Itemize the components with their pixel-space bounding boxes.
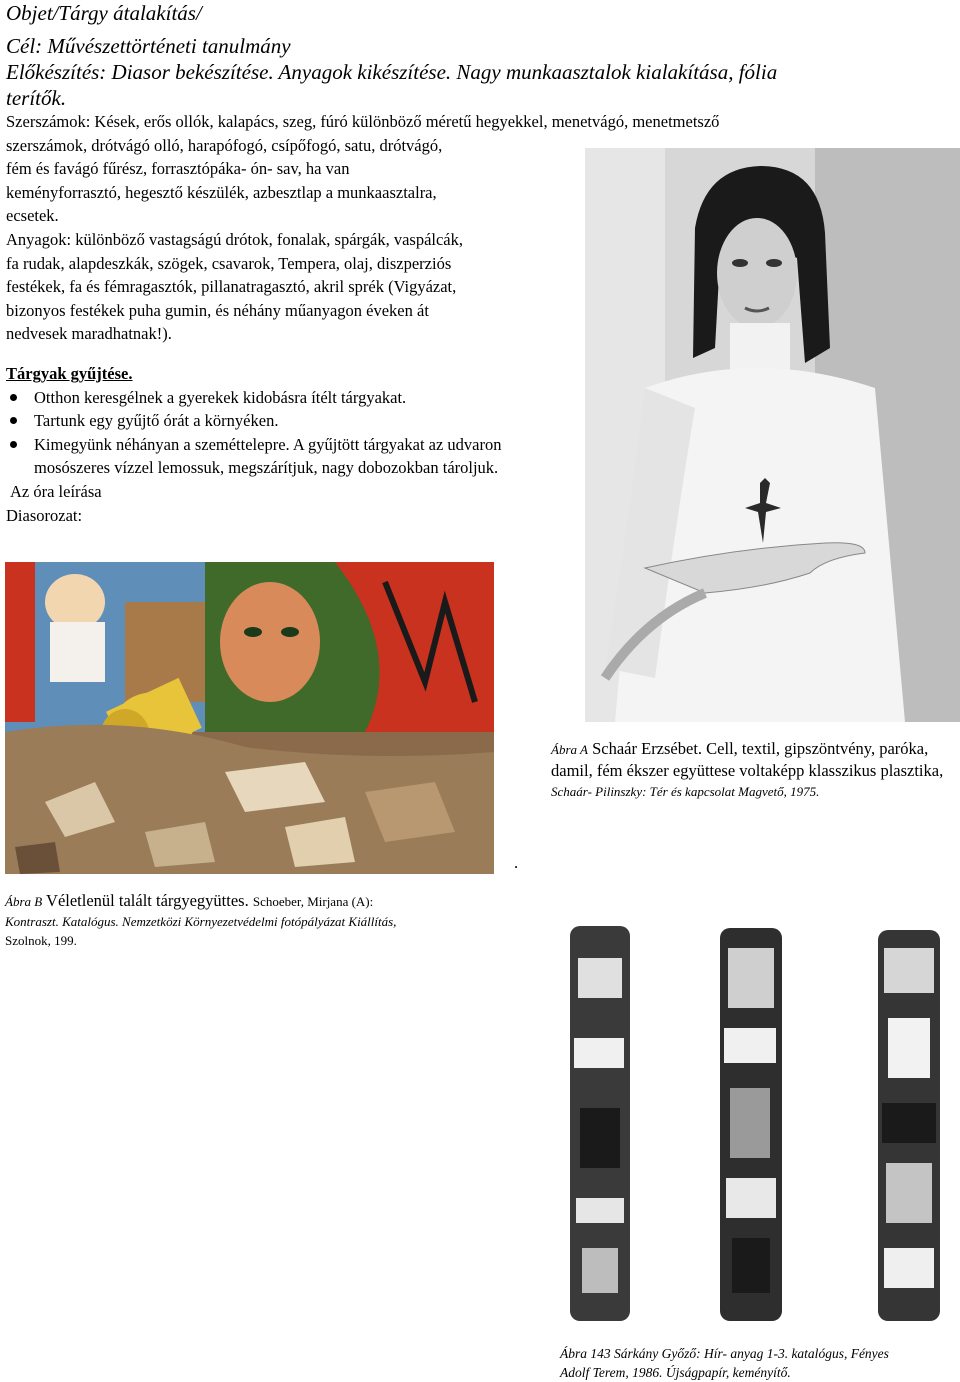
slides-label: Diasorozat: [6,505,83,525]
goal-text: Cél: Művészettörténeti tanulmány [6,34,291,58]
tools-line: fém és favágó fűrész, forrasztópáka- ón- sav, ha van [6,159,350,179]
list-item: Otthon keresgélnek a gyerekek kidobásra ítélt tárgyakat. [6,386,526,410]
page-title [6,0,956,26]
caption-b [5,890,525,950]
caption-b-place: Szolnok, 199. [5,933,77,948]
collection-heading: Tárgyak gyűjtése. [6,364,133,383]
newspaper-columns-photo [560,918,960,1338]
column-3 [878,930,940,1321]
materials-line: nedvesek maradhatnak!). [6,324,172,344]
tools-line: Szerszámok: Kések, erős ollók, kalapács, szeg, fúró különböző méretű hegyekkel, menetvágó, menetmetsző [6,112,720,131]
caption-143-line-1: Ábra 143 Sárkány Győző: Hír- anyag 1-3. katalógus, Fényes [560,1346,889,1361]
list-item: Kimegyünk néhányan a szeméttelepre. A gyűjtött tárgyakat az udvaron mosószeres vízzel lemossuk, megszárítjuk, nagy dobozokban tároljuk. [6,433,526,480]
tools-line: keményforrasztó, hegesztő készülék, azbesztlap a munkaasztalra, [6,182,437,202]
separator-dot: . [514,853,519,872]
materials-line: fa rudak, alapdeszkák, szögek, csavarok, Tempera, olaj, diszperziós [6,253,452,273]
title-line: Objet/Tárgy átalakítás/ [6,1,202,25]
caption-b-author: Schoeber, Mirjana (A): [252,894,374,909]
caption-a-title: Schaár Erzsébet. Cell, textil, gipszöntvény, paróka, damil, fém ékszer együttese voltaképp klasszikus plasztika, [551,739,944,780]
caption-b-prefix: Ábra B [5,894,43,909]
materials-line: bizonyos festékek puha gumin, és néhány műanyagon éveken át [6,300,429,320]
list-item: Tartunk egy gyűjtő órát a környéken. [6,409,526,433]
found-objects-photo [5,562,494,874]
caption-143-line-2: Adolf Terem, 1986. Újságpapír, keményítő. [560,1365,791,1380]
materials-line: Anyagok: különböző vastagságú drótok, fonalak, spárgák, vaspálcák, [6,230,463,249]
caption-a [551,738,951,801]
tools-line: szerszámok, drótvágó olló, harapófogó, csípőfogó, satu, drótvágó, [6,135,443,155]
collection-section [6,362,526,527]
prep-line-1: Előkészítés: Diasor bekészítése. Anyagok kikészítése. Nagy munkaasztalok kialakítása, fólia [6,60,778,84]
column-2 [720,928,782,1321]
goal-line [6,33,956,111]
column-1 [570,926,630,1321]
collection-list [6,386,526,480]
sculpture-photo [585,148,960,722]
prep-line-2: terítők. [6,86,67,110]
materials-paragraph [6,228,566,346]
lesson-description: Az óra leírása [10,481,102,501]
tools-line: ecsetek. [6,206,59,226]
caption-b-source: Kontraszt. Katalógus. Nemzetközi Környezetvédelmi fotópályázat Kiállítás, [5,914,397,929]
caption-a-source: Schaár- Pilinszky: Tér és kapcsolat Magvető, 1975. [551,784,820,799]
caption-b-title: Véletlenül talált tárgyegyüttes. [46,891,249,910]
caption-143 [560,1344,960,1382]
materials-line: festékek, fa és fémragasztók, pillanatragasztó, akril sprék (Vigyázat, [6,277,457,297]
caption-a-prefix: Ábra A [551,742,588,757]
